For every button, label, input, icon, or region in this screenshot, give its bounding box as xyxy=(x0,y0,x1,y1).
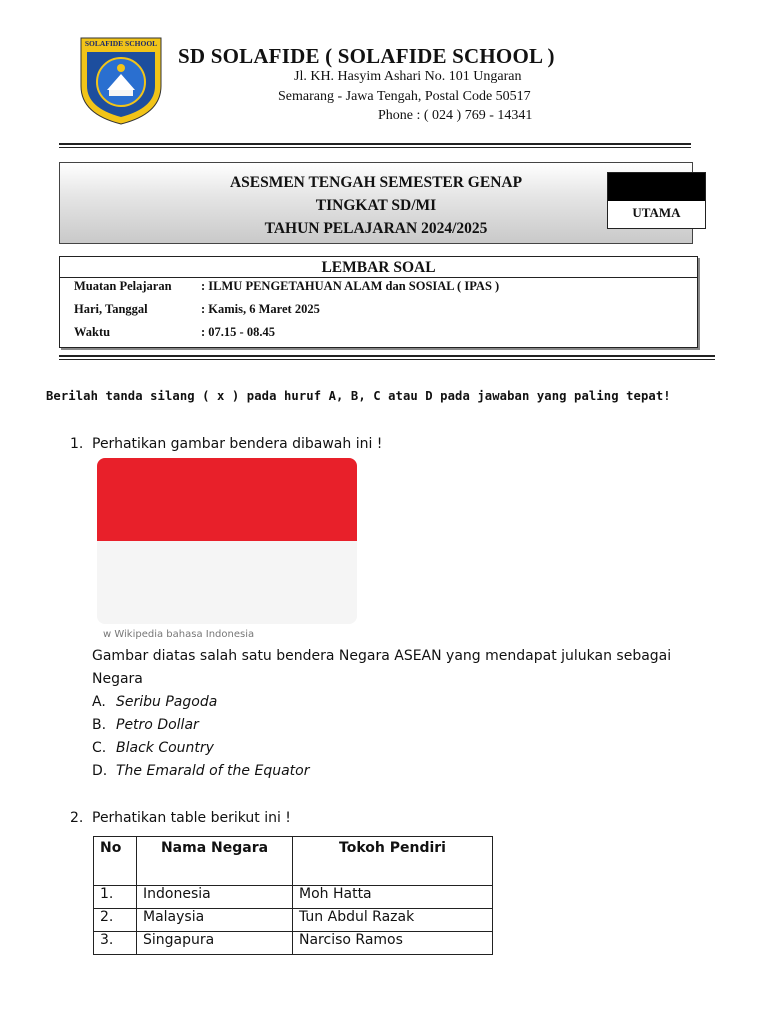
table-cell: Tun Abdul Razak xyxy=(293,909,493,932)
badge-black-band xyxy=(608,173,705,201)
header-divider-bottom xyxy=(59,147,691,148)
table-cell: 2. xyxy=(94,909,137,932)
address-line-2: Semarang - Jawa Tengah, Postal Code 50517 xyxy=(278,89,531,104)
badge-label: UTAMA xyxy=(632,205,681,220)
table-cell: Singapura xyxy=(137,932,293,955)
sheet-title: LEMBAR SOAL xyxy=(321,259,436,276)
indonesia-flag-image xyxy=(97,458,357,624)
option-text: Petro Dollar xyxy=(116,717,199,733)
exam-title-box xyxy=(59,162,693,244)
option-text: Black Country xyxy=(116,740,214,756)
option-letter: B. xyxy=(92,717,107,733)
school-logo xyxy=(77,34,165,126)
question-2-prompt: Perhatikan table berikut ini ! xyxy=(92,810,291,826)
question-1-prompt: Perhatikan gambar bendera dibawah ini ! xyxy=(92,436,383,452)
subject-value: : ILMU PENGETAHUAN ALAM dan SOSIAL ( IPAS ) xyxy=(201,279,500,293)
date-value: : Kamis, 6 Maret 2025 xyxy=(201,302,320,316)
question-2-number: 2. xyxy=(70,810,84,826)
exam-level: TINGKAT SD/MI xyxy=(315,197,437,214)
option-d xyxy=(92,763,309,779)
flag-red-stripe xyxy=(97,458,357,541)
utama-badge xyxy=(607,172,706,229)
logo-text: SOLAFIDE SCHOOL xyxy=(84,39,158,48)
time-label: Waktu xyxy=(74,325,111,339)
option-text: Seribu Pagoda xyxy=(116,694,218,710)
table-cell: Indonesia xyxy=(137,886,293,909)
school-name: SD SOLAFIDE ( SOLAFIDE SCHOOL ) xyxy=(178,44,555,68)
column-header-country: Nama Negara xyxy=(137,837,293,886)
option-letter: C. xyxy=(92,740,107,756)
table-cell: Narciso Ramos xyxy=(293,932,493,955)
table-row xyxy=(94,932,493,955)
phone-number: Phone : ( 024 ) 769 - 14341 xyxy=(378,108,533,123)
question-1-text-line-2: Negara xyxy=(92,671,143,687)
table-cell: 1. xyxy=(94,886,137,909)
date-label: Hari, Tanggal xyxy=(74,302,148,316)
instruction-text: Berilah tanda silang ( x ) pada huruf A, B, C atau D pada jawaban yang paling tepat! xyxy=(46,389,671,403)
question-1-text-line-1: Gambar diatas salah satu bendera Negara ASEAN yang mendapat julukan sebagai xyxy=(92,648,672,664)
section-divider-bottom xyxy=(59,359,715,360)
column-header-no: No xyxy=(94,837,137,886)
sheet-info-box xyxy=(59,256,698,348)
option-letter: A. xyxy=(92,694,106,710)
option-text: The Emarald of the Equator xyxy=(116,763,310,779)
question-1-number: 1. xyxy=(70,436,84,452)
founders-table xyxy=(93,836,493,955)
table-cell: Malaysia xyxy=(137,909,293,932)
address-line-1: Jl. KH. Hasyim Ashari No. 101 Ungaran xyxy=(294,69,522,84)
table-header-row xyxy=(94,837,493,886)
option-c xyxy=(92,740,214,756)
header-divider-top xyxy=(59,143,691,145)
sheet-title-divider xyxy=(60,277,697,278)
academic-year: TAHUN PELAJARAN 2024/2025 xyxy=(264,220,488,237)
table-row xyxy=(94,909,493,932)
flag-white-stripe xyxy=(97,541,357,624)
option-a xyxy=(92,694,217,710)
option-letter: D. xyxy=(92,763,108,779)
image-caption: w Wikipedia bahasa Indonesia xyxy=(103,629,255,640)
table-row xyxy=(94,886,493,909)
table-cell: Moh Hatta xyxy=(293,886,493,909)
subject-label: Muatan Pelajaran xyxy=(74,279,172,293)
option-b xyxy=(92,717,199,733)
time-value: : 07.15 - 08.45 xyxy=(201,325,275,339)
column-header-founder: Tokoh Pendiri xyxy=(293,837,493,886)
section-divider-top xyxy=(59,355,715,357)
exam-title: ASESMEN TENGAH SEMESTER GENAP xyxy=(229,174,523,191)
table-cell: 3. xyxy=(94,932,137,955)
